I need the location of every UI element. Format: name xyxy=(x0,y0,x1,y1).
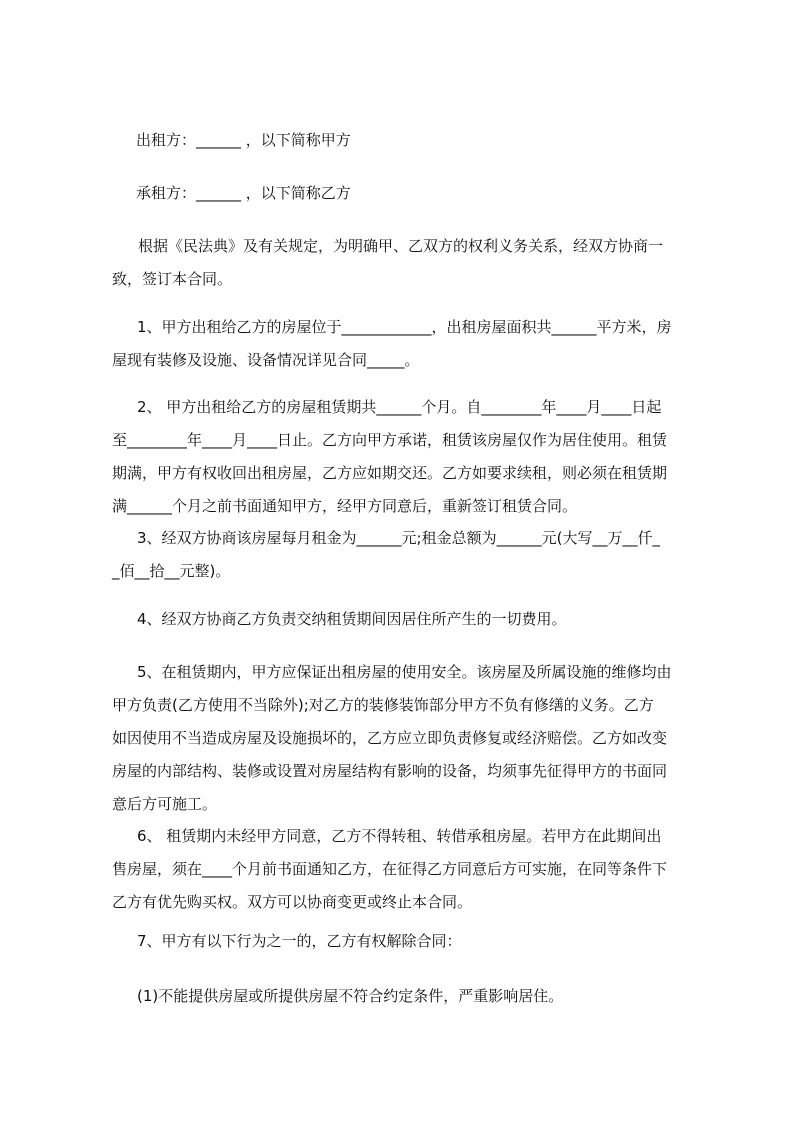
clause-7-item-1-paragraph xyxy=(112,980,706,1013)
clause-6-line: 6、 租赁期内未经甲方同意，乙方不得转租、转借承租房屋。若甲方在此期间出 xyxy=(137,827,662,845)
clause-7-item-1-line: (1)不能提供房屋或所提供房屋不符合约定条件，严重影响居住。 xyxy=(137,987,564,1005)
clause-6-line: 售房屋，须在____个月前书面通知乙方，在征得乙方同意后方可实施，在同等条件下 xyxy=(112,860,668,878)
clause-4-paragraph xyxy=(112,603,706,636)
clause-7-line: 7、甲方有以下行为之一的，乙方有权解除合同： xyxy=(137,932,462,950)
party-a-line xyxy=(112,124,706,157)
clause-3-line: _佰__拾__元整)。 xyxy=(112,562,231,580)
clause-6-line: 乙方有优先购买权。双方可以协商变更或终止本合同。 xyxy=(112,893,473,911)
preamble-line: 根据《民法典》及有关规定，为明确甲、乙双方的权利义务关系，经双方协商一 xyxy=(138,237,664,255)
party-b-text: 承租方：______ ，以下简称乙方 xyxy=(136,184,351,202)
clause-7-paragraph xyxy=(112,925,706,958)
clause-5-line: 意后方可施工。 xyxy=(112,795,218,813)
clause-1-line: 屋现有装修及设施、设备情况详见合同_____。 xyxy=(112,351,420,369)
clause-2-line: 至________年____月____日止。乙方向甲方承诺，租赁该房屋仅作为居住使用。租赁 xyxy=(112,431,668,449)
clause-6-paragraph xyxy=(112,820,706,919)
clause-3-paragraph xyxy=(112,522,706,588)
clause-5-line: 如因使用不当造成房屋及设施损坏的，乙方应立即负责修复或经济赔偿。乙方如改变 xyxy=(112,729,668,747)
clause-5-line: 5、在租赁期内，甲方应保证出租房屋的使用安全。该房屋及所属设施的维修均由 xyxy=(137,663,672,681)
clause-3-line: 3、经双方协商该房屋每月租金为______元;租金总额为______元(大写__万__仟_ xyxy=(137,529,660,547)
clause-2-line: 满______个月之前书面通知甲方，经甲方同意后，重新签订租赁合同。 xyxy=(112,497,578,515)
party-b-line xyxy=(112,177,706,210)
clause-5-paragraph xyxy=(112,656,706,821)
clause-2-paragraph xyxy=(112,391,706,523)
preamble-paragraph xyxy=(112,230,706,296)
clause-5-line: 房屋的内部结构、装修或设置对房屋结构有影响的设备，均须事先征得甲方的书面同 xyxy=(112,762,668,780)
party-a-text: 出租方：______ ，以下简称甲方 xyxy=(136,131,351,149)
preamble-line: 致，签订本合同。 xyxy=(112,270,233,288)
clause-1-paragraph xyxy=(112,311,706,377)
clause-5-line: 甲方负责(乙方使用不当除外);对乙方的装修装饰部分甲方不负有修缮的义务。乙方 xyxy=(112,696,654,714)
clause-2-line: 期满，甲方有权收回出租房屋，乙方应如期交还。乙方如要求续租，则必须在租赁期 xyxy=(112,464,668,482)
clause-1-line: 1、甲方出租给乙方的房屋位于____________，出租房屋面积共______平方米，房 xyxy=(137,318,672,336)
clause-4-line: 4、经双方协商乙方负责交纳租赁期间因居住所产生的一切费用。 xyxy=(137,610,567,628)
clause-2-line: 2、 甲方出租给乙方的房屋租赁期共______个月。自________年____月____日起 xyxy=(137,398,662,416)
